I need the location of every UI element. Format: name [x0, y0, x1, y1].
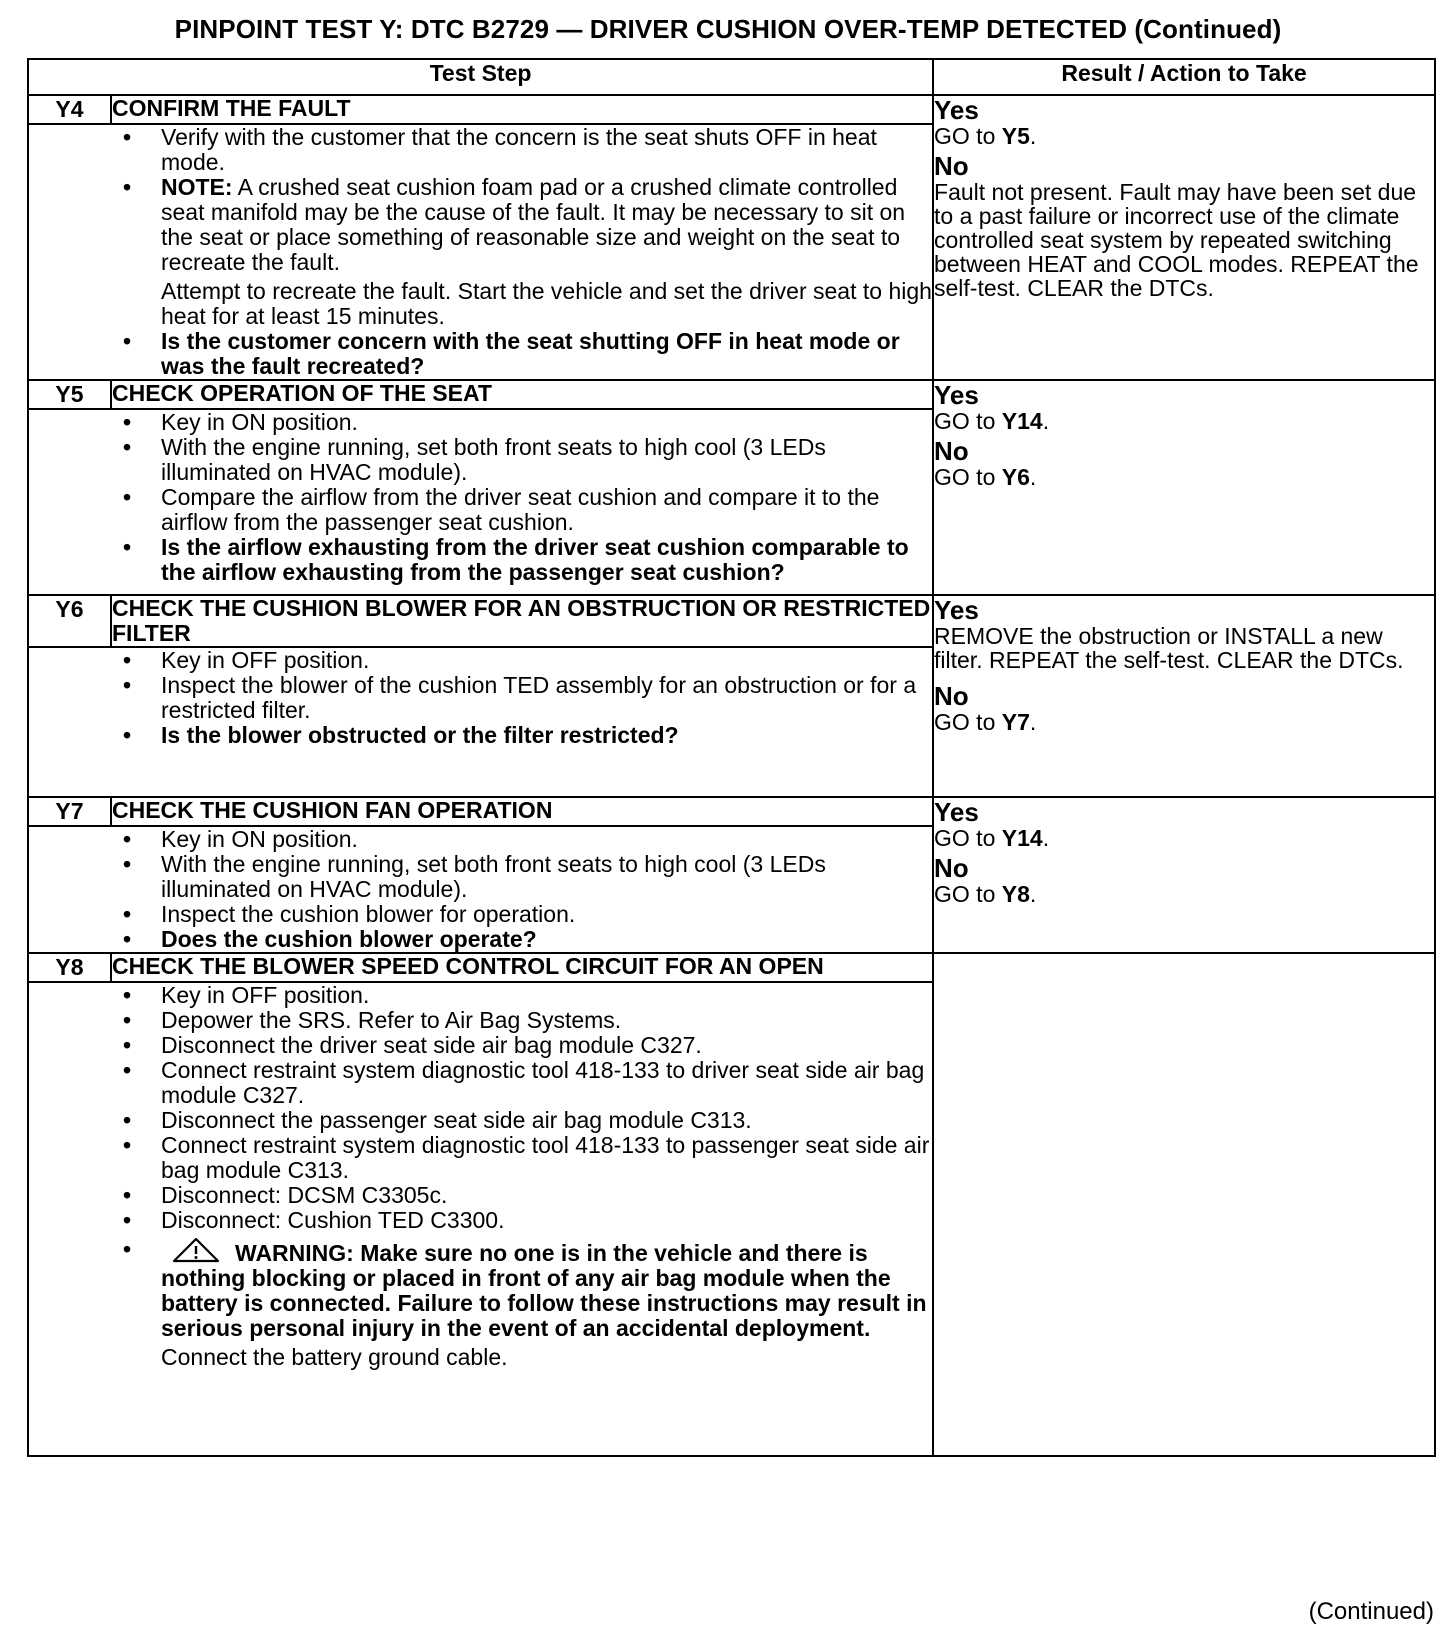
- list-item: • Disconnect the driver seat side air bag module C327.: [29, 1033, 932, 1058]
- list-item: • Inspect the cushion blower for operation.: [29, 902, 932, 927]
- step-body: [28, 982, 933, 1456]
- step-y5-result: [933, 380, 1435, 595]
- step-y6-result: [933, 595, 1435, 797]
- continued-footer: (Continued): [1308, 1598, 1434, 1625]
- result-no: No Fault not present. Fault may have been set due to a past failure or incorrect use of the climate controlled seat system by repeated switching between HEAT and COOL modes. REPEAT the self-test. CLEAR the DTCs.: [934, 151, 1419, 301]
- result-yes: Yes REMOVE the obstruction or INSTALL a new filter. REPEAT the self-test. CLEAR the DTCs.: [934, 595, 1404, 673]
- list-item: • Is the customer concern with the seat shutting OFF in heat mode or was the fault recreated?: [29, 329, 932, 379]
- step-y4-result: [933, 95, 1435, 380]
- step-body: [28, 826, 933, 953]
- warning-triangle-icon: [171, 1237, 221, 1263]
- page-title: PINPOINT TEST Y: DTC B2729 — DRIVER CUSHION OVER-TEMP DETECTED (Continued): [174, 14, 1282, 44]
- step-heading: CHECK THE BLOWER SPEED CONTROL CIRCUIT FOR AN OPEN: [111, 953, 933, 982]
- list-item: • NOTE: A crushed seat cushion foam pad or a crushed climate controlled seat manifold may be the cause of the fault. It may be necessary to sit on the seat or place something of reasonable size and weight on the seat to recreate the fault. Attempt to recreate the fault. Start the vehicle and set the driver seat to high heat for at least 15 minutes.: [29, 175, 932, 329]
- step-heading: CHECK THE CUSHION BLOWER FOR AN OBSTRUCTION OR RESTRICTED FILTER: [111, 595, 933, 647]
- list-item: • Verify with the customer that the concern is the seat shuts OFF in heat mode.: [29, 125, 932, 175]
- result-no: No GO to Y6.: [934, 436, 1037, 490]
- list-item: • Connect restraint system diagnostic tool 418-133 to driver seat side air bag module C327.: [29, 1058, 932, 1108]
- list-item: • Depower the SRS. Refer to Air Bag Systems.: [29, 1008, 932, 1033]
- step-y7-heading-row: [28, 797, 1435, 826]
- list-item: • Connect restraint system diagnostic tool 418-133 to passenger seat side air bag module C313.: [29, 1133, 932, 1183]
- list-item-warning: • WARNING: Make sure no one is in the vehicle and there is nothing blocking or placed in front of any air bag module when the battery is connected. Failure to follow these instructions may result in serious personal injury in the event of an accidental deployment. Connect the battery ground cable.: [29, 1237, 932, 1370]
- header-result: Result / Action to Take: [933, 59, 1435, 95]
- list-item: • Disconnect the passenger seat side air bag module C313.: [29, 1108, 932, 1133]
- step-y5-heading-row: [28, 380, 1435, 409]
- list-item: • Key in ON position.: [29, 410, 932, 435]
- step-id: Y4: [28, 95, 111, 124]
- list-item: • With the engine running, set both front seats to high cool (3 LEDs illuminated on HVAC module).: [29, 852, 932, 902]
- list-item: • Key in OFF position.: [29, 648, 932, 673]
- list-item: • Is the airflow exhausting from the driver seat cushion comparable to the airflow exhausting from the passenger seat cushion?: [29, 535, 932, 585]
- list-item: • Disconnect: Cushion TED C3300.: [29, 1208, 932, 1233]
- step-id: Y7: [28, 797, 111, 826]
- step-id: Y6: [28, 595, 111, 647]
- step-y6-heading-row: [28, 595, 1435, 647]
- step-id: Y5: [28, 380, 111, 409]
- step-heading: CONFIRM THE FAULT: [111, 95, 933, 124]
- step-body: [28, 124, 933, 380]
- step-heading: CHECK THE CUSHION FAN OPERATION: [111, 797, 933, 826]
- result-yes: Yes GO to Y14.: [934, 797, 1050, 851]
- list-item: • Inspect the blower of the cushion TED assembly for an obstruction or for a restricted filter.: [29, 673, 932, 723]
- header-test-step: Test Step: [28, 59, 933, 95]
- list-item: • Is the blower obstructed or the filter restricted?: [29, 723, 932, 748]
- list-item: • Compare the airflow from the driver seat cushion and compare it to the airflow from the passenger seat cushion.: [29, 485, 932, 535]
- list-item: • Key in OFF position.: [29, 983, 932, 1008]
- step-y7-result: [933, 797, 1435, 953]
- step-body: [28, 409, 933, 595]
- list-item: • With the engine running, set both front seats to high cool (3 LEDs illuminated on HVAC module).: [29, 435, 932, 485]
- step-body: [28, 647, 933, 797]
- list-item: • Does the cushion blower operate?: [29, 927, 932, 952]
- step-heading: CHECK OPERATION OF THE SEAT: [111, 380, 933, 409]
- step-id: Y8: [28, 953, 111, 982]
- step-y8-result: [933, 953, 1435, 1456]
- step-y4-heading-row: [28, 95, 1435, 124]
- list-item: • Key in ON position.: [29, 827, 932, 852]
- result-yes: Yes GO to Y14.: [934, 380, 1050, 434]
- result-no: No GO to Y8.: [934, 853, 1037, 907]
- pinpoint-test-table: [27, 58, 1436, 1457]
- result-no: No GO to Y7.: [934, 681, 1037, 735]
- header-row: [28, 59, 1435, 95]
- list-item: • Disconnect: DCSM C3305c.: [29, 1183, 932, 1208]
- result-yes: Yes GO to Y5.: [934, 95, 1037, 149]
- step-y8-heading-row: [28, 953, 1435, 982]
